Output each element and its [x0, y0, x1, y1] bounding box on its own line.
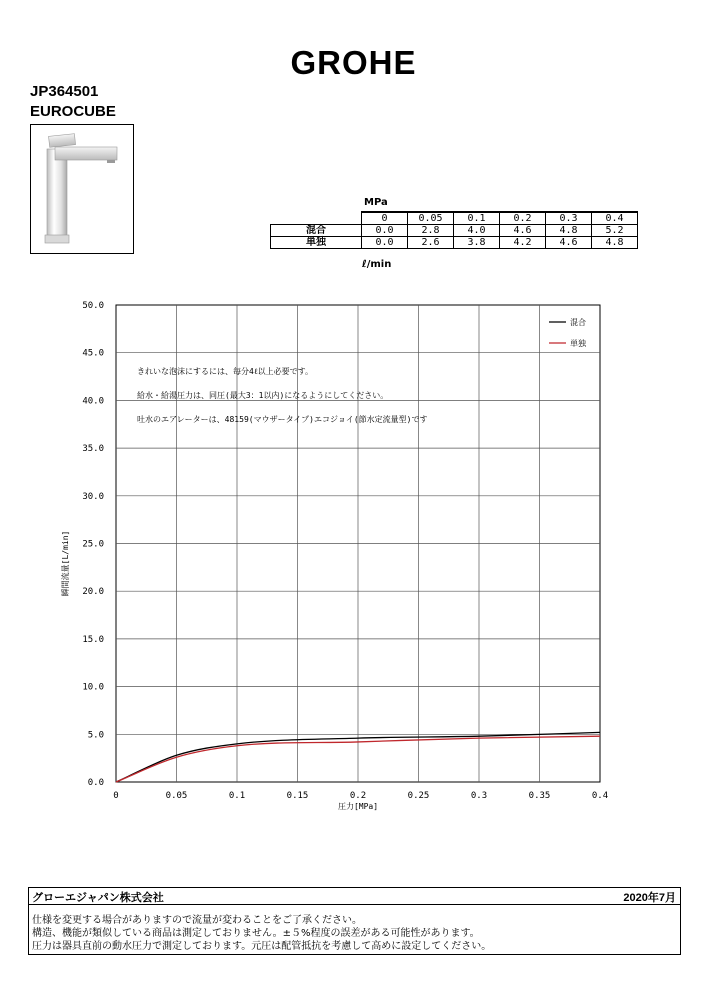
- pressure-header-row: [271, 212, 638, 225]
- x-tick-label: 0.2: [349, 791, 367, 801]
- flow-cell: 4.8: [592, 237, 638, 249]
- footer-header: [29, 888, 680, 905]
- pressure-header-cell: 0.4: [592, 212, 638, 225]
- flow-cell: 2.8: [408, 225, 454, 237]
- legend-label: 単独: [570, 339, 586, 348]
- x-tick-label: 0.35: [528, 791, 551, 801]
- pressure-header-cell: 0.2: [500, 212, 546, 225]
- flow-cell: 4.0: [454, 225, 500, 237]
- y-tick-label: 30.0: [82, 491, 104, 502]
- y-tick-label: 5.0: [87, 730, 104, 741]
- product-header: [30, 82, 116, 122]
- faucet-image: [31, 125, 133, 253]
- flow-unit-label: ℓ/min: [362, 259, 392, 270]
- footer-note: 仕様を変更する場合がありますので流量が変わることをご了承ください。: [32, 915, 362, 926]
- product-photo: [30, 124, 134, 254]
- pressure-header-cell: 0.3: [546, 212, 592, 225]
- product-name: EUROCUBE: [30, 103, 116, 120]
- pressure-header-cell: 0.1: [454, 212, 500, 225]
- flow-cell: 2.6: [408, 237, 454, 249]
- flow-cell: 0.0: [362, 237, 408, 249]
- y-tick-label: 25.0: [82, 539, 104, 550]
- footer-note: 圧力は器具直前の動水圧力で測定しております。元圧は配管抵抗を考慮して高めに設定してください。: [32, 941, 492, 952]
- flow-rate-table: [270, 211, 638, 249]
- brand-logo: GROHE: [290, 44, 417, 81]
- publish-date: 2020年7月: [623, 892, 676, 904]
- footer-box: [28, 887, 681, 955]
- x-tick-label: 0: [113, 791, 119, 801]
- flow-cell: 4.6: [546, 237, 592, 249]
- chart-note: 給水・給湯圧力は、同圧(最大3：1以内)になるようにしてください。: [137, 391, 389, 400]
- x-tick-label: 0.15: [286, 791, 309, 801]
- flow-cell: 3.8: [454, 237, 500, 249]
- flow-cell: 5.2: [592, 225, 638, 237]
- y-tick-label: 20.0: [82, 587, 104, 598]
- y-tick-label: 45.0: [82, 348, 104, 359]
- flow-cell: 4.2: [500, 237, 546, 249]
- table-row: [271, 237, 638, 249]
- y-axis-label: 瞬間流量[L/min]: [61, 530, 70, 597]
- x-tick-label: 0.05: [165, 791, 188, 801]
- flow-cell: 0.0: [362, 225, 408, 237]
- chart-note: きれいな泡沫にするには、毎分4ℓ以上必要です。: [137, 367, 314, 376]
- flow-cell: 4.6: [500, 225, 546, 237]
- y-tick-label: 35.0: [82, 444, 104, 455]
- pressure-header-cell: 0: [362, 212, 408, 225]
- flow-chart: [0, 290, 707, 820]
- legend-label: 混合: [570, 318, 586, 327]
- product-code: JP364501: [30, 83, 99, 100]
- chart-note: 吐水のエアレーターは、48159(マウザータイプ)エコジョイ(節水定流量型)です: [137, 415, 428, 424]
- x-tick-label: 0.1: [228, 791, 246, 801]
- company-name: グローエジャパン株式会社: [32, 892, 164, 904]
- y-tick-label: 15.0: [82, 634, 104, 645]
- table-corner: [271, 212, 362, 225]
- y-tick-label: 0.0: [87, 778, 104, 788]
- table-row: [271, 225, 638, 237]
- x-tick-label: 0.25: [407, 791, 430, 801]
- footer-note: 構造、機能が類似している商品は測定しておりません。±５%程度の誤差がある可能性があります。: [32, 928, 480, 939]
- pressure-unit-label: MPa: [364, 197, 388, 208]
- x-tick-label: 0.3: [470, 791, 488, 801]
- flow-cell: 4.8: [546, 225, 592, 237]
- y-tick-label: 10.0: [82, 682, 104, 693]
- y-tick-label: 50.0: [82, 301, 104, 311]
- row-label-mixed: 混合: [271, 225, 362, 237]
- footer-notes: [32, 914, 491, 953]
- y-tick-label: 40.0: [82, 396, 104, 407]
- x-axis-label: 圧力[MPa]: [337, 802, 379, 811]
- row-label-single: 単独: [271, 237, 362, 249]
- x-tick-label: 0.4: [591, 791, 609, 801]
- pressure-header-cell: 0.05: [408, 212, 454, 225]
